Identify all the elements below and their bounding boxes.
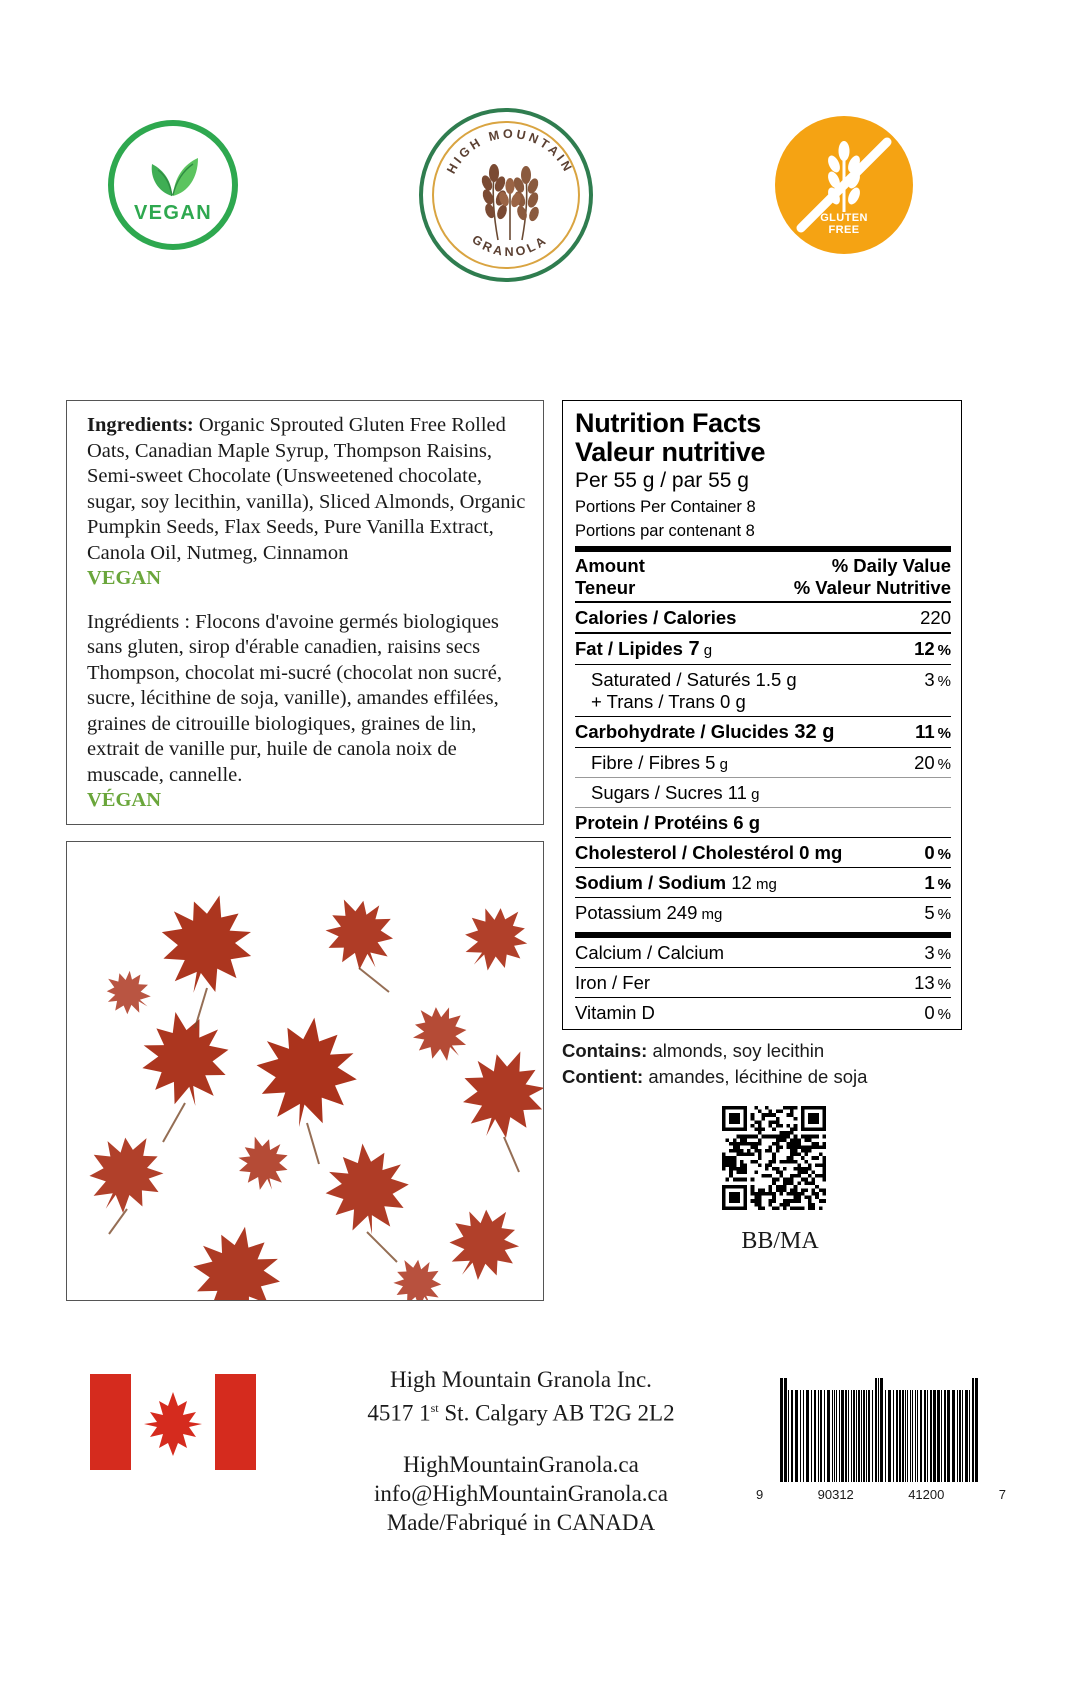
barcode-bar (902, 1390, 904, 1482)
barcode-bar (888, 1390, 891, 1482)
contient-value: amandes, lécithine de soja (643, 1066, 868, 1087)
nutrition-row-name: Fibre / Fibres (591, 752, 700, 773)
nutrition-row (575, 778, 951, 807)
barcode-bar (836, 1390, 837, 1482)
ingredients-english (87, 413, 527, 566)
nutrition-row (575, 717, 951, 747)
maple-leaf-pattern (67, 842, 544, 1301)
barcode-bar (975, 1378, 978, 1482)
vegan-label-en: VEGAN (87, 567, 162, 589)
contient-line (562, 1064, 982, 1090)
barcode-digit-left: 9 (756, 1487, 764, 1502)
nutrition-row-name: Fat / Lipides (575, 638, 683, 659)
nutrition-row-label (575, 638, 712, 661)
nutrition-row-label (575, 782, 760, 804)
nutrition-title-en: Nutrition Facts (575, 408, 762, 438)
barcode-bar (915, 1390, 916, 1482)
svg-text:GRANOLA: GRANOLA (469, 232, 551, 260)
nutrition-row (575, 603, 951, 632)
barcode-bar (927, 1390, 928, 1482)
nutrition-row-label (575, 752, 728, 774)
barcode-bar (952, 1390, 955, 1482)
barcode-bar (947, 1390, 950, 1482)
barcode-bar (868, 1390, 870, 1482)
barcode-bar (784, 1378, 787, 1482)
barcode-bar (814, 1390, 816, 1482)
nutrition-row-dv: 1 % (924, 872, 951, 893)
nutrition-row-label (575, 872, 777, 894)
barcode-bar (930, 1390, 932, 1482)
nutrition-row-name: Carbohydrate / Glucides (575, 721, 789, 742)
barcode-bar (848, 1390, 849, 1482)
barcode-bar (800, 1390, 802, 1482)
barcode-bar (863, 1390, 865, 1482)
nutrition-row-unit: g (699, 642, 713, 659)
barcode-bar (780, 1378, 783, 1482)
barcode-bar (803, 1390, 804, 1482)
barcode-bar (791, 1390, 793, 1482)
company-email[interactable]: info@HighMountainGranola.ca (374, 1480, 668, 1506)
contains-label: Contains: (562, 1040, 648, 1061)
nutrition-row-name: Potassium (575, 902, 662, 923)
barcode-bar (851, 1390, 852, 1482)
nutrition-row-label (575, 607, 736, 629)
nutrition-row (575, 898, 951, 927)
nutrition-row-dv: 0 % (924, 842, 951, 863)
nutrition-row-name: Iron / Fer (575, 972, 651, 993)
gluten-free-line1: GLUTEN (820, 212, 868, 224)
address-street: St. Calgary AB T2G 2L2 (438, 1400, 675, 1426)
nutrition-row-name: Sodium / Sodium (575, 872, 727, 893)
ingredients-panel (66, 400, 544, 825)
nutrition-row-name: Calories / Calories (575, 607, 737, 628)
barcode-bar (912, 1390, 913, 1482)
barcode-bar (944, 1390, 946, 1482)
barcode-bar (856, 1390, 857, 1482)
nutrition-row-amount: 5 (699, 752, 716, 773)
barcode-bar (959, 1390, 961, 1482)
company-name: High Mountain Granola Inc. (390, 1367, 652, 1392)
address-number: 4517 1 (367, 1400, 431, 1426)
barcode-bar (972, 1378, 974, 1482)
barcode-digit-right: 7 (998, 1487, 1006, 1502)
nutrition-row-label-line1: Saturated / Saturés 1.5 g (591, 669, 797, 690)
nutrition-row (575, 938, 951, 967)
gluten-free-badge (775, 116, 913, 254)
nutrition-row-label (575, 669, 797, 713)
amount-label-fr: Teneur (575, 577, 636, 598)
nutrition-row-name: Protein / Protéins 6 g (575, 812, 761, 833)
barcode-bar (853, 1390, 855, 1482)
barcode (780, 1378, 980, 1498)
barcode-bar (839, 1390, 840, 1482)
barcode-digit-group1: 90312 (817, 1487, 854, 1502)
barcode-bar (957, 1390, 958, 1482)
qr-code[interactable] (722, 1106, 826, 1210)
company-website[interactable]: HighMountainGranola.ca (403, 1451, 639, 1477)
barcode-bar (827, 1390, 830, 1482)
nutrition-row-label (575, 902, 722, 924)
nutrition-row-name: Cholesterol / Cholestérol 0 mg (575, 842, 843, 863)
spacer (87, 592, 527, 610)
nutrition-row-name: Sugars / Sucres (591, 782, 723, 803)
barcode-bar (858, 1390, 861, 1482)
barcode-bar (965, 1390, 968, 1482)
barcode-bar (885, 1390, 886, 1482)
nutrition-row-label (575, 972, 650, 994)
barcode-bar (880, 1378, 883, 1482)
barcode-bar (861, 1390, 862, 1482)
nutrition-row-dv: 220 (920, 607, 951, 628)
nutrition-row-dv: 3 % (924, 669, 951, 690)
barcode-bar (917, 1390, 918, 1482)
company-address (286, 1394, 756, 1428)
nutrition-row-dv: 5 % (924, 902, 951, 923)
nutrition-rows (575, 603, 951, 1027)
nutrition-row (575, 808, 951, 837)
ingredients-heading: Ingredients: (87, 414, 194, 436)
barcode-bar (896, 1390, 898, 1482)
barcode-bar (875, 1378, 877, 1482)
nutrition-row-dv: 12 % (914, 638, 951, 659)
nutrition-row-unit: mg (751, 876, 777, 893)
vegan-label-fr: VÉGAN (87, 789, 162, 811)
lot-code: BB/MA (741, 1228, 819, 1254)
amount-label-en: Amount (575, 555, 645, 576)
nutrition-row-amount: 12 (726, 872, 752, 893)
nutrition-row-label (575, 942, 724, 964)
portions-fr: Portions par contenant 8 (575, 522, 755, 540)
nutrition-row-dv: 20 % (914, 752, 951, 773)
barcode-bar (795, 1390, 798, 1482)
nutrition-row (575, 968, 951, 997)
gluten-free-label (775, 213, 913, 236)
nutrition-row (575, 748, 951, 777)
dv-headers (794, 555, 951, 599)
nutrition-row-name: Vitamin D (575, 1002, 655, 1023)
nutrition-row-amount: 32 g (788, 721, 835, 743)
barcode-bar (820, 1390, 822, 1482)
wheat-sheaf-icon (464, 156, 556, 242)
spacer (286, 1428, 756, 1450)
nutrition-row (575, 634, 951, 664)
nutrition-row-name: Calcium / Calcium (575, 942, 725, 963)
nutrition-facts-panel (562, 400, 962, 1030)
nutrition-row-dv: 11 % (915, 721, 951, 742)
barcode-bar (872, 1390, 873, 1482)
company-footer (286, 1365, 756, 1537)
vegan-badge (108, 120, 238, 250)
barcode-bar (937, 1390, 940, 1482)
barcode-bar (806, 1390, 809, 1482)
nutrition-row-amount: 11 (722, 782, 747, 803)
dv-label-en: % Daily Value (831, 555, 951, 576)
nutrition-row-label (575, 721, 834, 744)
maple-leaf-image (66, 841, 544, 1301)
barcode-bar (818, 1390, 819, 1482)
barcode-bars (780, 1378, 980, 1482)
dv-label-fr: % Valeur Nutritive (793, 577, 951, 598)
qr-code-image (722, 1106, 826, 1210)
contains-value: almonds, soy lecithin (647, 1040, 825, 1061)
barcode-bar (905, 1390, 906, 1482)
barcode-bar (924, 1390, 926, 1482)
nutrition-row-dv: 3 % (924, 942, 951, 963)
nutrition-row-dv: 13 % (914, 972, 951, 993)
barcode-bar (910, 1390, 911, 1482)
barcode-bar (845, 1390, 847, 1482)
made-in-canada: Made/Fabriqué in CANADA (386, 1509, 656, 1535)
nutrition-row-dv: 0 % (924, 1002, 951, 1023)
barcode-bar (907, 1390, 908, 1482)
contient-label: Contient: (562, 1066, 644, 1087)
barcode-bar (788, 1390, 789, 1482)
nutrition-row-amount: 7 (682, 638, 700, 660)
allergen-statement (562, 1038, 982, 1090)
canada-flag (90, 1374, 256, 1470)
gluten-free-line2: FREE (828, 223, 860, 236)
nutrition-row-label-line2: + Trans / Trans 0 g (591, 691, 746, 712)
barcode-bar (841, 1390, 844, 1482)
nutrition-row (575, 998, 951, 1027)
barcode-bar (811, 1390, 812, 1482)
barcode-bar (878, 1378, 879, 1482)
nutrition-row-label (575, 812, 760, 834)
nutrition-row-unit: g (715, 756, 728, 773)
barcode-digit-group2: 41200 (908, 1487, 945, 1502)
barcode-digits (756, 1487, 1006, 1502)
barcode-bar (893, 1390, 894, 1482)
ingredients-english-body: Organic Sprouted Gluten Free Rolled Oats, Canadian Maple Syrup, Thompson Raisins, Semi-sweet Chocolate (Unsweetened chocolate, sugar, soy lecithin, vanilla), Sliced Almonds, Organic Pumpkin Seeds, Flax Seeds, Pure Vanilla Extract, Canola Oil, Nutmeg, Cinnamon (87, 414, 526, 564)
nutrition-column-headers (575, 552, 951, 601)
nutrition-row-label (575, 842, 842, 864)
nutrition-row-unit: g (746, 786, 760, 803)
nutrition-row-unit: mg (697, 906, 723, 923)
nutrition-row (575, 665, 951, 716)
svg-text:HIGH MOUNTAIN: HIGH MOUNTAIN (444, 126, 576, 177)
barcode-bar (899, 1390, 901, 1482)
barcode-bar (969, 1390, 970, 1482)
barcode-bar (824, 1390, 825, 1482)
amount-headers (575, 555, 645, 599)
barcode-bar (832, 1390, 833, 1482)
barcode-bar (920, 1390, 922, 1482)
ingredients-french: Ingrédients : Flocons d'avoine germés biologiques sans gluten, sirop d'érable canadien, raisins secs Thompson, chocolat mi-sucré (chocolat non sucré, sucre, lécithine de soja, vanille), amandes effilées, graines de citrouille biologiques, graines de lin, extrait de vanille pur, huile de canola noix de muscade, cannelle. (87, 610, 502, 786)
barcode-bar (866, 1390, 867, 1482)
nutrition-row-amount: 249 (661, 902, 698, 923)
brand-logo-badge (419, 108, 593, 282)
nutrition-row (575, 868, 951, 897)
nutrition-title-fr: Valeur nutritive (575, 437, 766, 467)
barcode-bar (941, 1390, 942, 1482)
barcode-bar (962, 1390, 963, 1482)
address-ordinal: st (430, 1401, 439, 1415)
nutrition-row-label (575, 1002, 655, 1024)
contains-line (562, 1038, 982, 1064)
vegan-badge-label: VEGAN (133, 201, 213, 224)
serving-size: Per 55 g / par 55 g (575, 469, 749, 492)
portions-en: Portions Per Container 8 (575, 498, 756, 516)
badge-row (0, 108, 1092, 288)
leaf-icon (144, 146, 202, 198)
barcode-bar (933, 1390, 936, 1482)
barcode-bar (834, 1390, 835, 1482)
nutrition-row (575, 838, 951, 867)
